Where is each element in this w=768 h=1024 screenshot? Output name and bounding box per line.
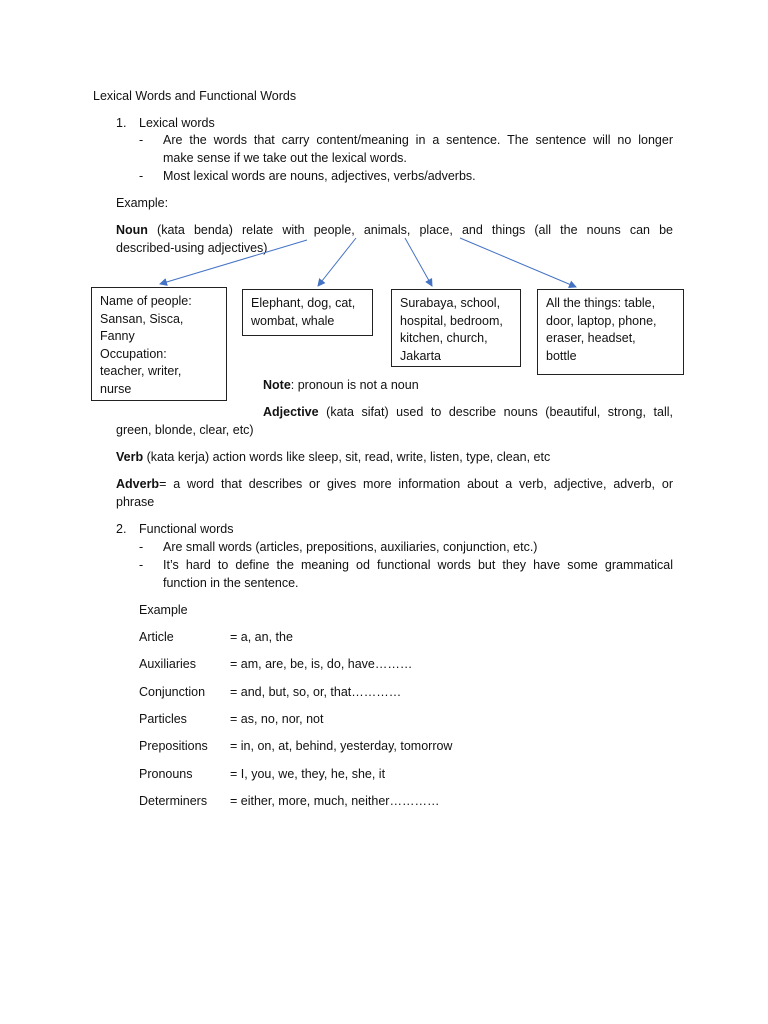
row-value-conjunction: = and, but, so, or, that…………: [230, 685, 402, 699]
bullet-dash: -: [139, 133, 144, 147]
box-line: All the things: table,: [546, 296, 656, 310]
box-line: Elephant, dog, cat,: [251, 296, 356, 310]
box-line: Jakarta: [400, 348, 441, 363]
box-line: Fanny: [100, 329, 135, 343]
box-line: wombat, whale: [251, 313, 335, 328]
row-value-article: = a, an, the: [230, 630, 293, 644]
box-line: hospital, bedroom,: [400, 313, 503, 328]
box-line: nurse: [100, 381, 132, 396]
box-line: bottle: [546, 348, 577, 363]
box-line: Name of people:: [100, 294, 192, 308]
box-line: teacher, writer,: [100, 364, 182, 378]
bullet-text-cont: make sense if we take out the lexical words.: [163, 151, 407, 165]
noun-definition-cont: described-using adjectives): [116, 241, 268, 255]
bullet-dash: -: [139, 540, 144, 554]
box-line: Occupation:: [100, 346, 167, 361]
verb-text: (kata kerja) action words like sleep, sit, read, write, listen, type, clean, etc: [143, 450, 551, 464]
page-title: Lexical Words and Functional Words: [93, 89, 297, 103]
section-2-heading: Functional words: [139, 522, 234, 536]
bullet-text: Are small words (articles, prepositions, auxiliaries, conjunction, etc.): [163, 540, 538, 554]
row-label-conjunction: Conjunction: [139, 685, 206, 699]
verb-term: Verb: [116, 450, 144, 464]
example-label: Example:: [116, 196, 169, 210]
adverb-definition-cont: phrase: [116, 495, 155, 509]
arrow-to-things: [460, 238, 576, 287]
section-1-heading: Lexical words: [139, 116, 215, 130]
row-label-pronouns: Pronouns: [139, 767, 193, 781]
functional-example-label: Example: [139, 603, 188, 617]
row-value-prepositions: = in, on, at, behind, yesterday, tomorrow: [230, 739, 453, 753]
noun-box-animals: [242, 289, 373, 336]
adjective-text: (kata sifat) used to describe nouns (beautiful, strong, tall,: [318, 405, 673, 419]
row-label-auxiliaries: Auxiliaries: [139, 657, 196, 671]
adverb-definition: [116, 476, 673, 493]
box-line: Surabaya, school,: [400, 296, 501, 310]
noun-box-things: [537, 289, 684, 375]
box-line: eraser, headset,: [546, 331, 636, 345]
adjective-definition-cont: green, blonde, clear, etc): [116, 423, 254, 437]
arrow-to-people: [160, 240, 307, 284]
row-label-determiners: Determiners: [139, 794, 208, 808]
box-line: kitchen, church,: [400, 331, 488, 345]
note-term: Note: [263, 378, 291, 392]
adjective-term: Adjective: [263, 405, 319, 419]
row-value-pronouns: = I, you, we, they, he, she, it: [230, 767, 386, 781]
noun-box-places: [391, 289, 521, 367]
adjective-definition: [263, 404, 673, 421]
bullet-text: Are the words that carry content/meaning in a sentence. The sentence will no longer: [163, 133, 673, 147]
noun-term: Noun: [116, 223, 148, 237]
row-value-particles: = as, no, nor, not: [230, 712, 324, 726]
row-value-determiners: = either, more, much, neither…………: [230, 794, 440, 808]
adverb-text: = a word that describes or gives more information about a verb, adjective, adverb, or: [159, 477, 673, 491]
section-1-number: 1.: [116, 116, 127, 130]
bullet-dash: -: [139, 558, 144, 572]
row-label-particles: Particles: [139, 712, 187, 726]
noun-box-people: [91, 287, 227, 401]
arrow-to-places: [405, 238, 432, 286]
bullet-text-cont: function in the sentence.: [163, 576, 299, 590]
note-text: : pronoun is not a noun: [290, 378, 419, 392]
adverb-term: Adverb: [116, 477, 160, 491]
row-value-auxiliaries: = am, are, be, is, do, have………: [230, 657, 413, 671]
row-label-article: Article: [139, 630, 174, 644]
section-2-number: 2.: [116, 522, 127, 536]
box-line: door, laptop, phone,: [546, 313, 657, 328]
arrow-to-animals: [318, 238, 356, 286]
bullet-text: Most lexical words are nouns, adjectives, verbs/adverbs.: [163, 169, 476, 183]
box-line: Sansan, Sisca,: [100, 311, 184, 326]
row-label-prepositions: Prepositions: [139, 739, 208, 753]
noun-text: (kata benda) relate with people, animals, place, and things (all the nouns can be: [147, 223, 673, 237]
bullet-text: It’s hard to define the meaning od functional words but they have some grammatical: [163, 558, 673, 572]
bullet-dash: -: [139, 169, 144, 183]
note-line: [263, 377, 419, 394]
verb-definition: [116, 449, 550, 466]
